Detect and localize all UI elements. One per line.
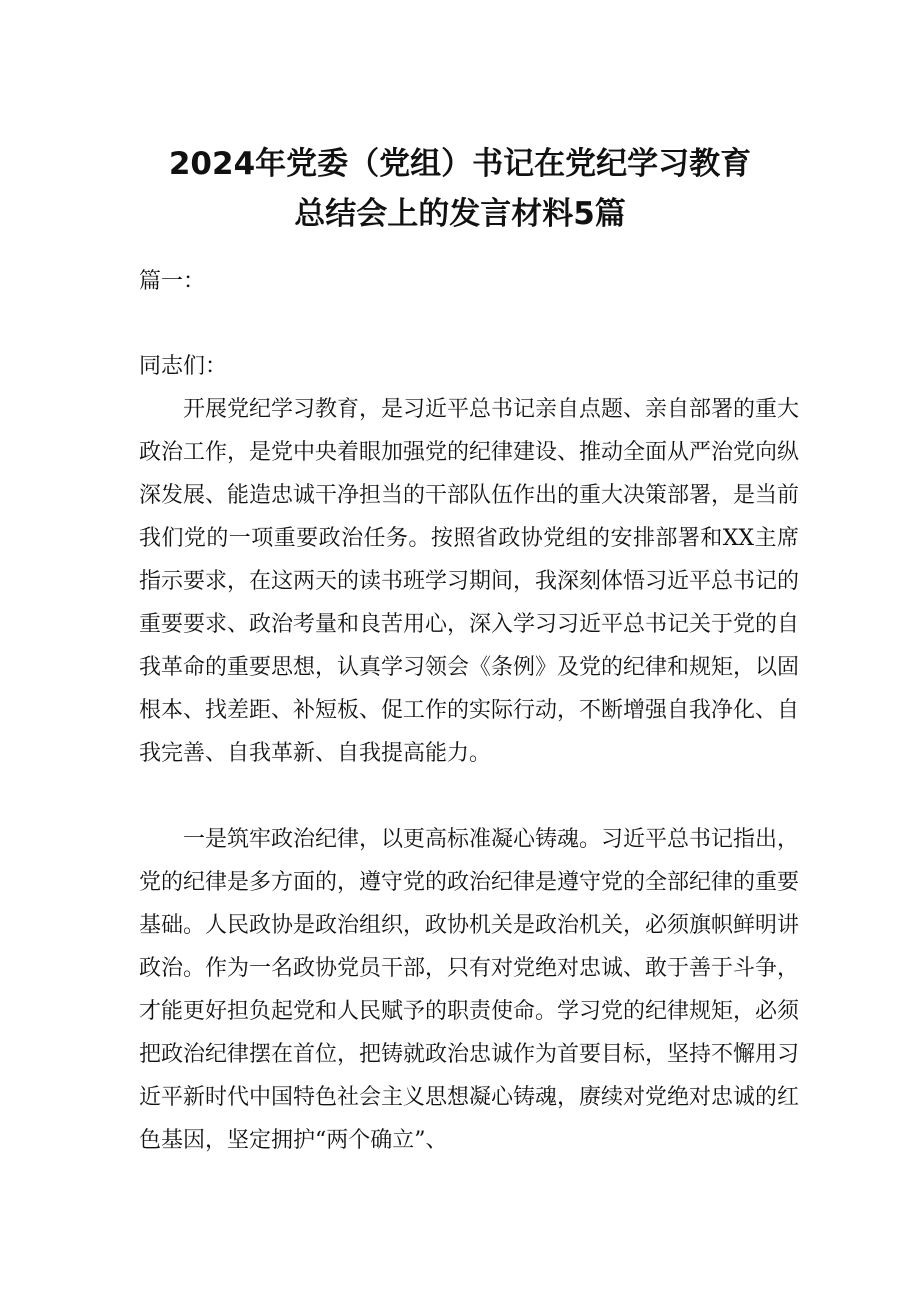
paragraph-2: 一是筑牢政治纪律，以更高标准凝心铸魂。习近平总书记指出，党的纪律是多方面的，遵守党的政治纪律是遵守党的全部纪律的重要基础。人民政协是政治组织，政协机关是政治机关，必须旗帜鲜明讲政治。作为一名政协党员干部，只有对党绝对忠诚、敢于善于斗争，才能更好担负起党和人民赋予的职责使命。学习党的纪律规矩，必须把政治纪律摆在首位，把铸就政治忠诚作为首要目标，坚持不懈用习近平新时代中国特色社会主义思想凝心铸魂，赓续对党绝对忠诚的红色基因，坚定拥护“两个确立”、: [139, 827, 800, 1153]
paragraph-1: 开展党纪学习教育，是习近平总书记亲自点题、亲自部署的重大政治工作，是党中央着眼加强党的纪律建设、推动全面从严治党向纵深发展、能造忠诚干净担当的干部队伍作出的重大决策部署，是当前我们党的一项重要政治任务。按照省政协党组的安排部署和XX主席指示要求，在这两天的读书班学习期间，我深刻体悟习近平总书记的重要要求、政治考量和良苦用心，深入学习习近平总书记关于党的自我革命的重要思想，认真学习领会《条例》及党的纪律和规矩，以固根本、找差距、补短板、促工作的实际行动，不断增强自我净化、自我完善、自我革新、自我提高能力。: [139, 397, 800, 766]
salutation: 同志们：: [139, 354, 228, 379]
section-label: 篇一：: [139, 269, 206, 294]
document-title-line-2: 总结会上的发言材料5篇: [294, 196, 626, 232]
document-title-line-1: 2024年党委（党组）书记在党纪学习教育: [168, 146, 752, 182]
